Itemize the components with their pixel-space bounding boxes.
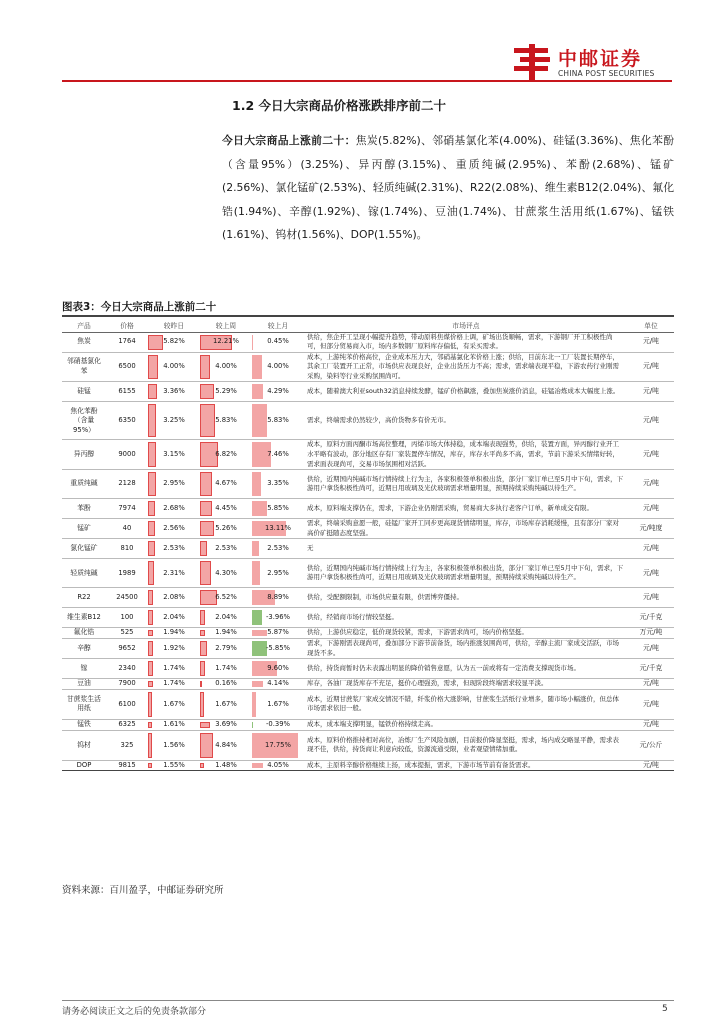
month-change-bar	[252, 404, 267, 437]
week-change-bar	[200, 610, 205, 625]
cell-week-change	[200, 689, 252, 719]
table-row	[62, 332, 674, 352]
section-title: 1.2 今日大宗商品价格涨跌排序前二十	[232, 98, 446, 113]
day-change-bar	[148, 501, 155, 516]
cell-month-change	[252, 760, 304, 771]
cell-product: 焦化苯酚（含量95%）	[62, 402, 106, 440]
day-change-bar	[148, 610, 153, 625]
month-change-value: 5.85%	[267, 503, 289, 512]
month-change-bar	[252, 722, 253, 728]
table-row	[62, 470, 674, 499]
week-change-bar	[200, 355, 210, 380]
day-change-value: 1.61%	[163, 720, 185, 729]
cell-price: 40	[106, 519, 148, 539]
table-row	[62, 382, 674, 402]
table-row	[62, 760, 674, 771]
cell-price: 100	[106, 608, 148, 628]
week-change-value: 2.53%	[215, 544, 237, 553]
cell-product: 豆油	[62, 679, 106, 690]
day-change-value: 2.56%	[163, 524, 185, 533]
month-change-bar	[252, 610, 262, 625]
week-change-value: 4.67%	[215, 479, 237, 488]
cell-unit: 元/吨	[628, 440, 674, 470]
cell-product: 硅锰	[62, 382, 106, 402]
cell-day-change	[148, 559, 200, 588]
cell-comment: 供给，受配额限制，市场供应量有限，供需博弈僵持。	[304, 588, 628, 608]
cell-comment: 成本，原料价格推持相对高位，冶炼厂生产风险加剧，目前报价降显坚挺，需求，场内成交略显平静，需求表现不佳，供给，持货商让利意向较低，资源流通受限，业者观望情绪加重。	[304, 730, 628, 760]
cell-day-change	[148, 440, 200, 470]
cell-price: 2128	[106, 470, 148, 499]
intro-lead: 今日大宗商品上涨前二十：	[222, 134, 356, 147]
cell-unit: 元/吨度	[628, 519, 674, 539]
cell-week-change	[200, 719, 252, 730]
footer-divider	[62, 1000, 674, 1001]
day-change-bar	[148, 692, 152, 717]
source-note: 资料来源：百川盈孚，中邮证券研究所	[62, 885, 224, 896]
cell-day-change	[148, 588, 200, 608]
cell-month-change	[252, 689, 304, 719]
day-change-bar	[148, 590, 153, 605]
cell-week-change	[200, 608, 252, 628]
month-change-bar	[252, 641, 267, 656]
month-change-bar	[252, 681, 263, 687]
cell-price: 9000	[106, 440, 148, 470]
cell-unit: 元/吨	[628, 352, 674, 382]
table-row	[62, 628, 674, 639]
cell-day-change	[148, 352, 200, 382]
cell-price: 1764	[106, 332, 148, 352]
cell-unit: 元/吨	[628, 402, 674, 440]
cell-month-change	[252, 628, 304, 639]
col-header-price: 价格	[106, 318, 148, 332]
cell-product: DOP	[62, 760, 106, 771]
cell-month-change	[252, 730, 304, 760]
cell-comment: 供给，近期国内纯碱市场行情持续上行为主，各家积极签单积极出货，部分厂家订单已至5月中下旬，需求，下游用户拿货积极性尚可，近期日用玻璃及光伏玻璃需求增量明显，预期持续采购纯碱以待生产。	[304, 470, 628, 499]
day-change-value: 1.55%	[163, 760, 185, 769]
cell-week-change	[200, 730, 252, 760]
day-change-bar	[148, 384, 157, 399]
cell-day-change	[148, 402, 200, 440]
week-change-value: 1.48%	[215, 760, 237, 769]
cell-unit: 元/吨	[628, 588, 674, 608]
month-change-value: 1.67%	[267, 699, 289, 708]
table-row	[62, 352, 674, 382]
cell-product: 重质纯碱	[62, 470, 106, 499]
cell-week-change	[200, 440, 252, 470]
month-change-bar	[252, 692, 256, 717]
cell-day-change	[148, 539, 200, 559]
cell-price: 9815	[106, 760, 148, 771]
cell-day-change	[148, 608, 200, 628]
month-change-value: -0.39%	[265, 720, 291, 729]
day-change-value: 2.68%	[163, 503, 185, 512]
day-change-value: 4.00%	[163, 362, 185, 371]
week-change-value: 6.52%	[215, 593, 237, 602]
cell-comment: 成本，原料方面丙酮市场高位整理，丙烯市场大体持稳，成本端表现强势，供给，装置方面，异丙醇行业开工水平略有波动，部分地区存有厂家装置停车情况，库存，库存水平尚多不高，需求，节前下游采买情绪好转，需求面表现尚可，交易市场氛围相对活跃。	[304, 440, 628, 470]
col-header-comment: 市场评点	[304, 318, 628, 332]
cell-price: 6155	[106, 382, 148, 402]
day-change-value: 2.53%	[163, 544, 185, 553]
day-change-value: 1.74%	[163, 679, 185, 688]
week-change-value: 4.30%	[215, 568, 237, 577]
month-change-value: 4.29%	[267, 387, 289, 396]
day-change-bar	[148, 335, 163, 350]
footer-disclaimer: 请务必阅读正文之后的免责条款部分	[62, 1007, 207, 1017]
cell-price: 6325	[106, 719, 148, 730]
month-change-value: 13.11%	[265, 524, 291, 533]
table-row	[62, 730, 674, 760]
week-change-bar	[200, 501, 212, 516]
cell-comment: 供给，焦企开工呈现小幅提升趋势，带动原料焦煤价格上调，矿场出货顺畅，需求，下游钢厂开工积极性尚可，但部分贸易商入市，场内多数钢厂原料库存偏低，有采买需求。	[304, 332, 628, 352]
cell-price: 6500	[106, 352, 148, 382]
intro-body: 焦炭(5.82%)、邻硝基氯化苯(4.00%)、硅锰(3.36%)、焦化苯酚（含量95%）(3.25%)、异丙醇(3.15%)、重质纯碱(2.95%)、苯酚(2.68%)、锰矿(2.56%)、氯化锰矿(2.53%)、轻质纯碱(2.31%)、R22(2.08%)、维生素B12(2.04%)、氟化锆(1.94%)、辛醇(1.92%)、镓(1.74%)、豆油(1.74%)、甘蔗浆生活用纸(1.67%)、锰铁(1.61%)、钨材(1.56%)、DOP(1.55%)。	[222, 134, 675, 241]
cell-unit: 元/吨	[628, 470, 674, 499]
cell-day-change	[148, 499, 200, 519]
month-change-value: -5.85%	[265, 643, 291, 652]
table-header-row	[62, 318, 674, 332]
cell-product: 甘蔗浆生活用纸	[62, 689, 106, 719]
cell-day-change	[148, 470, 200, 499]
month-change-value: 2.53%	[267, 544, 289, 553]
week-change-bar	[200, 763, 204, 769]
cell-week-change	[200, 639, 252, 659]
day-change-value: 1.56%	[163, 740, 185, 749]
month-change-bar	[252, 501, 267, 516]
commodity-table	[62, 318, 674, 771]
cell-comment: 库存，各油厂现货库存不充足，挺价心理强劲，需求，但现阶段终端需求较显平淡。	[304, 679, 628, 690]
cell-comment: 需求，下游刚需表现尚可，叠加部分下游节前备货，场内推涨氛围尚可，供给，辛醇主流厂家成交活跃，市场现货不多。	[304, 639, 628, 659]
cell-month-change	[252, 608, 304, 628]
cell-comment: 供给，上游供应稳定，低价现货较紧，需求，下游需求尚可，场内价格坚挺。	[304, 628, 628, 639]
day-change-bar	[148, 763, 152, 769]
table-row	[62, 519, 674, 539]
day-change-value: 5.82%	[163, 337, 185, 346]
month-change-value: 8.89%	[267, 593, 289, 602]
day-change-value: 2.95%	[163, 479, 185, 488]
cell-unit: 元/吨	[628, 559, 674, 588]
month-change-bar	[252, 541, 259, 556]
cell-comment: 成本，近期甘蔗浆厂家成交情况不错，纤浆价格大涨影响，甘蔗浆生活纸行业增多，随市场小幅涨价，但总体市场需求依旧一般。	[304, 689, 628, 719]
brand-name-en: CHINA POST SECURITIES	[558, 69, 655, 78]
cell-product: 维生素B12	[62, 608, 106, 628]
cell-unit: 元/吨	[628, 382, 674, 402]
cell-month-change	[252, 559, 304, 588]
cell-comment: 成本，主原料辛醇价格继续上扬，成本提振，需求，下游市场节前有备货需求。	[304, 760, 628, 771]
week-change-value: 5.83%	[215, 416, 237, 425]
table-row	[62, 402, 674, 440]
cell-month-change	[252, 679, 304, 690]
day-change-bar	[148, 733, 152, 758]
brand-logo	[512, 44, 672, 80]
month-change-value: 5.83%	[267, 416, 289, 425]
cell-week-change	[200, 659, 252, 679]
week-change-value: 3.69%	[215, 720, 237, 729]
week-change-value: 6.82%	[215, 450, 237, 459]
day-change-value: 1.94%	[163, 628, 185, 637]
cell-product: 邻硝基氯化苯	[62, 352, 106, 382]
day-change-value: 2.31%	[163, 568, 185, 577]
table-row	[62, 588, 674, 608]
cell-unit: 元/吨	[628, 689, 674, 719]
header-divider	[62, 80, 672, 82]
cell-price: 7974	[106, 499, 148, 519]
day-change-bar	[148, 472, 156, 496]
week-change-bar	[200, 472, 212, 496]
cell-price: 6100	[106, 689, 148, 719]
figure-top-rule	[62, 315, 674, 317]
cell-price: 325	[106, 730, 148, 760]
cell-month-change	[252, 470, 304, 499]
day-change-value: 1.74%	[163, 663, 185, 672]
cell-week-change	[200, 628, 252, 639]
cell-day-change	[148, 519, 200, 539]
week-change-bar	[200, 661, 205, 676]
day-change-bar	[148, 404, 156, 437]
cell-product: 异丙醇	[62, 440, 106, 470]
col-header-month: 较上月	[252, 318, 304, 332]
brand-name-cn: 中邮证券	[558, 48, 643, 70]
week-change-value: 1.94%	[215, 628, 237, 637]
day-change-value: 2.08%	[163, 593, 185, 602]
day-change-bar	[148, 630, 153, 636]
cell-price: 9652	[106, 639, 148, 659]
cell-week-change	[200, 352, 252, 382]
china-post-logo-icon	[512, 44, 554, 80]
cell-week-change	[200, 519, 252, 539]
cell-day-change	[148, 382, 200, 402]
cell-month-change	[252, 352, 304, 382]
cell-product: 氟化锆	[62, 628, 106, 639]
cell-day-change	[148, 689, 200, 719]
cell-unit: 元/吨	[628, 679, 674, 690]
week-change-bar	[200, 384, 214, 399]
week-change-bar	[200, 561, 211, 585]
week-change-value: 2.79%	[215, 643, 237, 652]
table-row	[62, 499, 674, 519]
week-change-bar	[200, 404, 215, 437]
cell-product: 焦炭	[62, 332, 106, 352]
month-change-value: 3.35%	[267, 479, 289, 488]
month-change-bar	[252, 355, 262, 380]
cell-month-change	[252, 382, 304, 402]
page-number: 5	[662, 1004, 668, 1014]
cell-comment: 需求，终端采购意愿一般，硅锰厂家开工同步更高现货情绪明显，库存，市场库存消耗缓慢，且有部分厂家对高价矿挺随态度坚强。	[304, 519, 628, 539]
cell-price: 1989	[106, 559, 148, 588]
week-change-bar	[200, 641, 207, 656]
month-change-value: 4.05%	[267, 760, 289, 769]
month-change-value: 9.60%	[267, 663, 289, 672]
table-row	[62, 679, 674, 690]
cell-comment: 成本，随着澳大利亚south32消息持续发酵，锰矿价格飙涨，叠加焦炭涨价消息，硅锰冶炼成本大幅度上涨。	[304, 382, 628, 402]
month-change-value: 0.45%	[267, 337, 289, 346]
day-change-bar	[148, 442, 156, 467]
week-change-value: 4.00%	[215, 362, 237, 371]
cell-month-change	[252, 499, 304, 519]
cell-week-change	[200, 679, 252, 690]
cell-month-change	[252, 440, 304, 470]
cell-unit: 元/吨	[628, 332, 674, 352]
cell-comment: 成本，成本端支撑明显，锰铁价格持续走高。	[304, 719, 628, 730]
cell-price: 6350	[106, 402, 148, 440]
month-change-bar	[252, 630, 267, 636]
cell-product: 苯酚	[62, 499, 106, 519]
day-change-bar	[148, 541, 155, 556]
cell-unit: 元/吨	[628, 539, 674, 559]
week-change-bar	[200, 541, 207, 556]
week-change-value: 12.21%	[213, 337, 239, 346]
day-change-bar	[148, 681, 153, 687]
cell-price: 7900	[106, 679, 148, 690]
day-change-bar	[148, 661, 153, 676]
table-row	[62, 559, 674, 588]
week-change-value: 1.67%	[215, 699, 237, 708]
month-change-bar	[252, 384, 263, 399]
cell-month-change	[252, 719, 304, 730]
cell-price: 525	[106, 628, 148, 639]
cell-week-change	[200, 588, 252, 608]
cell-price: 2340	[106, 659, 148, 679]
cell-week-change	[200, 382, 252, 402]
table-row	[62, 659, 674, 679]
month-change-bar	[252, 561, 260, 585]
cell-product: 锰矿	[62, 519, 106, 539]
col-header-week: 较上周	[200, 318, 252, 332]
cell-week-change	[200, 470, 252, 499]
cell-product: 锰铁	[62, 719, 106, 730]
cell-week-change	[200, 559, 252, 588]
week-change-value: 5.29%	[215, 387, 237, 396]
cell-comment: 供给，近期国内纯碱市场行情持续上行为主，各家积极签单积极出货，部分厂家订单已至5月中下旬，需求，下游用户拿货积极性尚可，近期日用玻璃及光伏玻璃需求增量明显，预期持续采购纯碱以待生产。	[304, 559, 628, 588]
week-change-value: 2.04%	[215, 613, 237, 622]
week-change-value: 5.26%	[215, 524, 237, 533]
cell-unit: 元/吨	[628, 639, 674, 659]
month-change-bar	[252, 335, 253, 350]
cell-unit: 元/吨	[628, 760, 674, 771]
cell-week-change	[200, 539, 252, 559]
cell-month-change	[252, 588, 304, 608]
cell-day-change	[148, 760, 200, 771]
cell-month-change	[252, 659, 304, 679]
cell-unit: 元/吨	[628, 499, 674, 519]
cell-day-change	[148, 679, 200, 690]
day-change-bar	[148, 521, 155, 536]
day-change-value: 3.36%	[163, 387, 185, 396]
month-change-value: 2.95%	[267, 568, 289, 577]
month-change-bar	[252, 763, 263, 769]
cell-week-change	[200, 332, 252, 352]
week-change-bar	[200, 521, 214, 536]
cell-day-change	[148, 659, 200, 679]
col-header-day: 较昨日	[148, 318, 200, 332]
table-row	[62, 608, 674, 628]
week-change-value: 4.84%	[215, 740, 237, 749]
month-change-bar	[252, 472, 261, 496]
cell-product: 辛醇	[62, 639, 106, 659]
cell-month-change	[252, 332, 304, 352]
day-change-bar	[148, 722, 152, 728]
cell-month-change	[252, 639, 304, 659]
cell-week-change	[200, 760, 252, 771]
cell-month-change	[252, 539, 304, 559]
month-change-value: 17.75%	[265, 740, 291, 749]
table-row	[62, 440, 674, 470]
intro-paragraph	[222, 129, 674, 247]
cell-day-change	[148, 332, 200, 352]
cell-day-change	[148, 639, 200, 659]
figure-title: 图表3：今日大宗商品上涨前二十	[62, 301, 217, 313]
cell-product: R22	[62, 588, 106, 608]
week-change-value: 0.16%	[215, 679, 237, 688]
cell-price: 24500	[106, 588, 148, 608]
month-change-value: 4.14%	[267, 679, 289, 688]
cell-unit: 万元/吨	[628, 628, 674, 639]
month-change-value: -3.96%	[265, 613, 291, 622]
day-change-bar	[148, 641, 153, 656]
month-change-value: 7.46%	[267, 450, 289, 459]
cell-week-change	[200, 499, 252, 519]
table-row	[62, 539, 674, 559]
cell-day-change	[148, 719, 200, 730]
week-change-bar	[200, 722, 210, 728]
cell-product: 氯化锰矿	[62, 539, 106, 559]
cell-month-change	[252, 519, 304, 539]
cell-week-change	[200, 402, 252, 440]
cell-month-change	[252, 402, 304, 440]
day-change-bar	[148, 561, 154, 585]
cell-day-change	[148, 730, 200, 760]
day-change-value: 2.04%	[163, 613, 185, 622]
cell-comment: 供给，经销商市场行情较坚挺。	[304, 608, 628, 628]
cell-product: 镓	[62, 659, 106, 679]
cell-comment: 成本，上游纯苯价格高位，企业成本压力大，邻硝基氯化苯价格上涨；供给，目前东北一工厂装置长期停车，其余工厂装置开工正常，市场供应表现良好，企业出货压力不高；需求，需求端表现平稳，下游农药行业刚需采购，染料等行业采购氛围尚可。	[304, 352, 628, 382]
table-row	[62, 689, 674, 719]
cell-day-change	[148, 628, 200, 639]
cell-unit: 元/公斤	[628, 730, 674, 760]
cell-price: 810	[106, 539, 148, 559]
cell-comment: 成本，原料端支撑仍在，需求，下游企业仍刚需采购，贸易商大多执行老客户订单，新单成交有限。	[304, 499, 628, 519]
cell-comment: 供给，持货商暂时仍未表露出明显的降价销售意愿，认为五一前或将有一定消费支撑现货市场。	[304, 659, 628, 679]
month-change-value: 4.00%	[267, 362, 289, 371]
col-header-unit: 单位	[628, 318, 674, 332]
cell-unit: 元/千克	[628, 608, 674, 628]
cell-unit: 元/吨	[628, 719, 674, 730]
cell-comment: 无	[304, 539, 628, 559]
day-change-value: 1.67%	[163, 699, 185, 708]
month-change-value: 5.87%	[267, 628, 289, 637]
table-row	[62, 639, 674, 659]
day-change-value: 3.15%	[163, 450, 185, 459]
week-change-bar	[200, 630, 205, 636]
cell-product: 钨材	[62, 730, 106, 760]
week-change-value: 4.45%	[215, 503, 237, 512]
col-header-product: 产品	[62, 318, 106, 332]
table-row	[62, 719, 674, 730]
day-change-bar	[148, 355, 158, 380]
day-change-value: 3.25%	[163, 416, 185, 425]
week-change-bar	[200, 692, 204, 717]
week-change-value: 1.74%	[215, 663, 237, 672]
cell-comment: 需求，终端需求仍然较少，高价货物多有价无市。	[304, 402, 628, 440]
cell-product: 轻质纯碱	[62, 559, 106, 588]
day-change-value: 1.92%	[163, 643, 185, 652]
week-change-bar	[200, 733, 213, 758]
cell-unit: 元/千克	[628, 659, 674, 679]
week-change-bar	[200, 681, 202, 687]
